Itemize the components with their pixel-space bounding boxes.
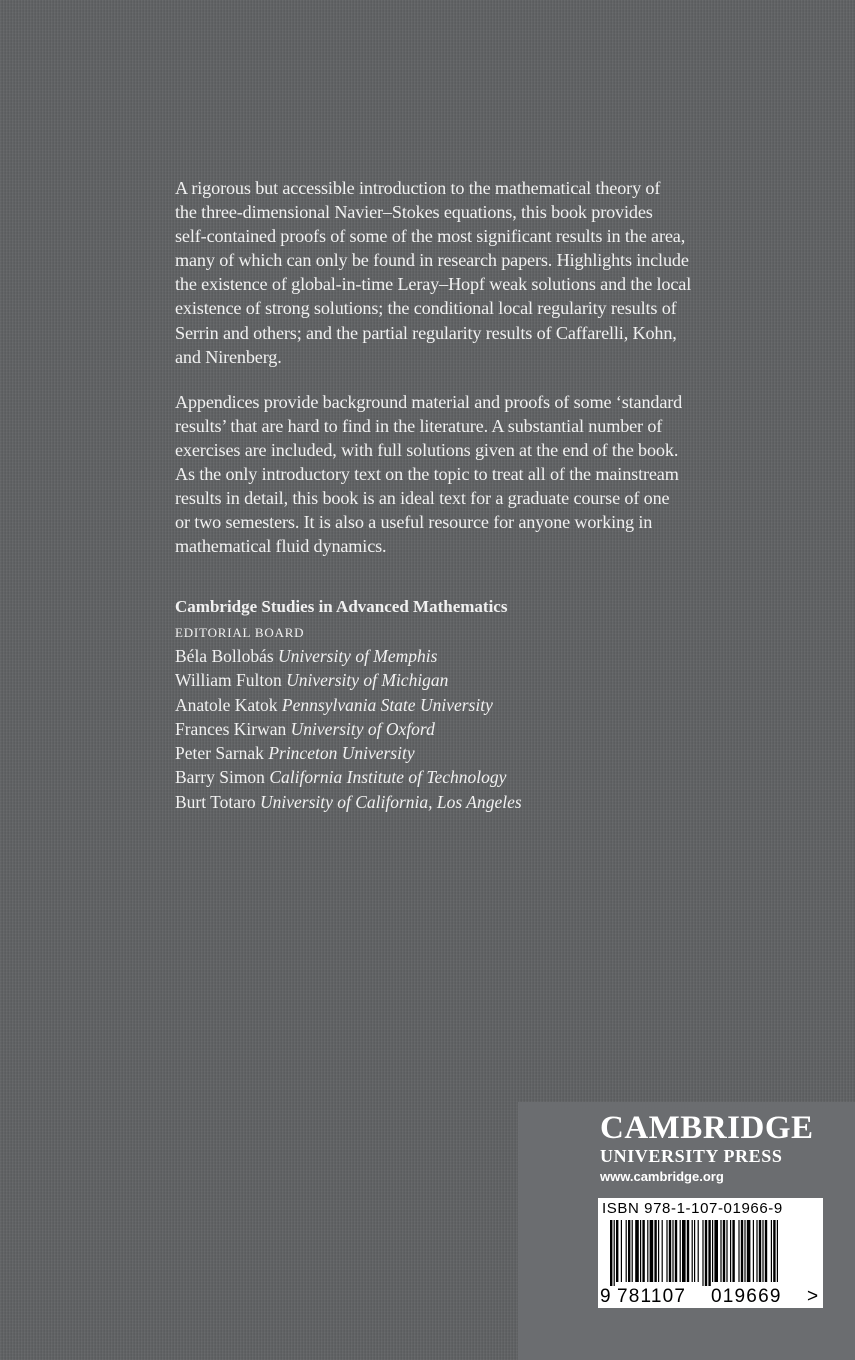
- barcode-bar: [650, 1220, 654, 1282]
- barcode-bar: [682, 1220, 686, 1282]
- barcode-bar: [708, 1220, 710, 1286]
- isbn-barcode: [598, 1198, 823, 1308]
- board-member-name: Barry Simon: [175, 767, 265, 788]
- board-member-affiliation: University of California, Los Angeles: [259, 791, 522, 812]
- barcode-bar: [647, 1220, 648, 1282]
- barcode-bar: [698, 1220, 699, 1282]
- blurb-line: Serrin and others; and the partial regularity results of Caffarelli, Kohn,: [175, 322, 677, 343]
- board-member-affiliation: University of Michigan: [286, 670, 449, 691]
- board-member-name: Peter Sarnak: [175, 743, 264, 764]
- barcode-bar: [723, 1220, 725, 1282]
- board-member-affiliation: California Institute of Technology: [269, 767, 507, 788]
- barcode-bar: [654, 1220, 656, 1282]
- barcode-bar: [705, 1220, 707, 1286]
- barcode-bar: [712, 1220, 713, 1282]
- barcode-bar: [687, 1220, 689, 1282]
- blurb-line: exercises are included, with full solutions given at the end of the book.: [175, 439, 679, 460]
- barcode-bar: [640, 1220, 641, 1282]
- blurb-paragraph-1: [175, 176, 775, 369]
- barcode-bar: [759, 1220, 761, 1282]
- blurb-line: Appendices provide background material and proofs of some ‘standard: [175, 391, 683, 412]
- publisher-panel: [518, 1102, 855, 1360]
- barcode-bar: [626, 1220, 627, 1282]
- blurb-line: existence of strong solutions; the conditional local regularity results of: [175, 298, 677, 319]
- blurb-line: the three-dimensional Navier–Stokes equations, this book provides: [175, 202, 653, 223]
- barcode-bar: [621, 1220, 622, 1282]
- barcode-end-marker: >: [807, 1286, 819, 1307]
- barcode-bar: [635, 1220, 639, 1282]
- barcode-bar: [628, 1220, 630, 1282]
- barcode-bar: [738, 1220, 739, 1282]
- blurb-line: results’ that are hard to find in the literature. A substantial number of: [175, 415, 663, 436]
- barcode-bar: [756, 1220, 757, 1282]
- board-member-affiliation: Princeton University: [268, 743, 415, 764]
- blurb-line: results in detail, this book is an ideal text for a graduate course of one: [175, 488, 670, 509]
- barcode-bar: [730, 1220, 731, 1282]
- blurb-line: A rigorous but accessible introduction to the mathematical theory of: [175, 178, 661, 198]
- board-member-name: William Fulton: [175, 670, 282, 691]
- board-member: [175, 668, 815, 692]
- barcode-bar: [747, 1220, 751, 1282]
- barcode-bar: [672, 1220, 673, 1282]
- blurb-line: many of which can only be found in research papers. Highlights include: [175, 250, 689, 271]
- board-member-name: Anatole Katok: [175, 694, 278, 715]
- barcode-bar: [658, 1220, 659, 1282]
- publisher-url: www.cambridge.org: [600, 1169, 724, 1184]
- barcode-bars: [610, 1220, 778, 1286]
- board-member-name: Frances Kirwan: [175, 718, 287, 739]
- board-member-affiliation: University of Memphis: [278, 646, 438, 666]
- barcode-bar: [610, 1220, 612, 1286]
- barcode-digits-group-2: 019669: [711, 1286, 782, 1307]
- barcode-bar: [632, 1220, 633, 1282]
- barcode-bar: [675, 1220, 677, 1282]
- barcode-bar: [732, 1220, 734, 1282]
- barcode-bar: [741, 1220, 743, 1282]
- barcode-bar: [777, 1220, 778, 1282]
- barcode-digit-first: 9: [600, 1286, 611, 1307]
- blurb-line: the existence of global-in-time Leray–Hopf weak solutions and the local: [175, 274, 692, 295]
- barcode-bar: [642, 1220, 644, 1282]
- board-member: [175, 644, 815, 668]
- editorial-board-label: EDITORIAL BOARD: [175, 625, 305, 640]
- board-member: [175, 717, 815, 741]
- barcode-bar: [771, 1220, 772, 1282]
- barcode-digits-group-1: 781107: [617, 1286, 687, 1307]
- publisher-subname: UNIVERSITY PRESS: [600, 1146, 783, 1166]
- barcode-bar: [616, 1220, 618, 1282]
- back-cover-blurb: [175, 176, 775, 558]
- barcode-bar: [702, 1220, 703, 1286]
- barcode-bar: [662, 1220, 663, 1282]
- blurb-line: or two semesters. It is also a useful resource for anyone working in: [175, 512, 653, 533]
- board-member: [175, 741, 815, 765]
- barcode-bar: [720, 1220, 721, 1282]
- barcode-bar: [726, 1220, 727, 1282]
- board-member-name: Burt Totaro: [175, 791, 256, 812]
- board-member: [175, 693, 815, 717]
- isbn-label: ISBN 978-1-107-01966-9: [602, 1200, 783, 1217]
- blurb-line: and Nirenberg.: [175, 346, 282, 367]
- publisher-name: CAMBRIDGE: [600, 1110, 814, 1146]
- barcode-bar: [669, 1220, 671, 1282]
- blurb-line: mathematical fluid dynamics.: [175, 536, 387, 557]
- barcode-bar: [744, 1220, 745, 1282]
- barcode-bar: [666, 1220, 667, 1282]
- board-member: [175, 790, 815, 814]
- barcode-bar: [765, 1220, 767, 1282]
- editorial-board-list: [175, 644, 815, 814]
- series-title: Cambridge Studies in Advanced Mathematics: [175, 597, 508, 616]
- series-info: [175, 596, 815, 814]
- board-member: [175, 765, 815, 789]
- blurb-line: self-contained proofs of some of the most significant results in the area,: [175, 226, 686, 247]
- barcode-bar: [680, 1220, 681, 1282]
- barcode-bar: [773, 1220, 775, 1282]
- barcode-bar: [753, 1220, 754, 1282]
- board-member-affiliation: Pennsylvania State University: [281, 694, 493, 715]
- board-member-name: Béla Bollobás: [175, 646, 274, 666]
- board-member-affiliation: University of Oxford: [290, 718, 435, 739]
- barcode-bar: [614, 1220, 615, 1286]
- barcode-bar: [762, 1220, 763, 1282]
- barcode-bar: [692, 1220, 693, 1282]
- barcode-bar: [714, 1220, 718, 1282]
- blurb-paragraph-2: [175, 390, 775, 559]
- barcode-bar: [694, 1220, 695, 1282]
- blurb-line: As the only introductory text on the topic to treat all of the mainstream: [175, 464, 679, 485]
